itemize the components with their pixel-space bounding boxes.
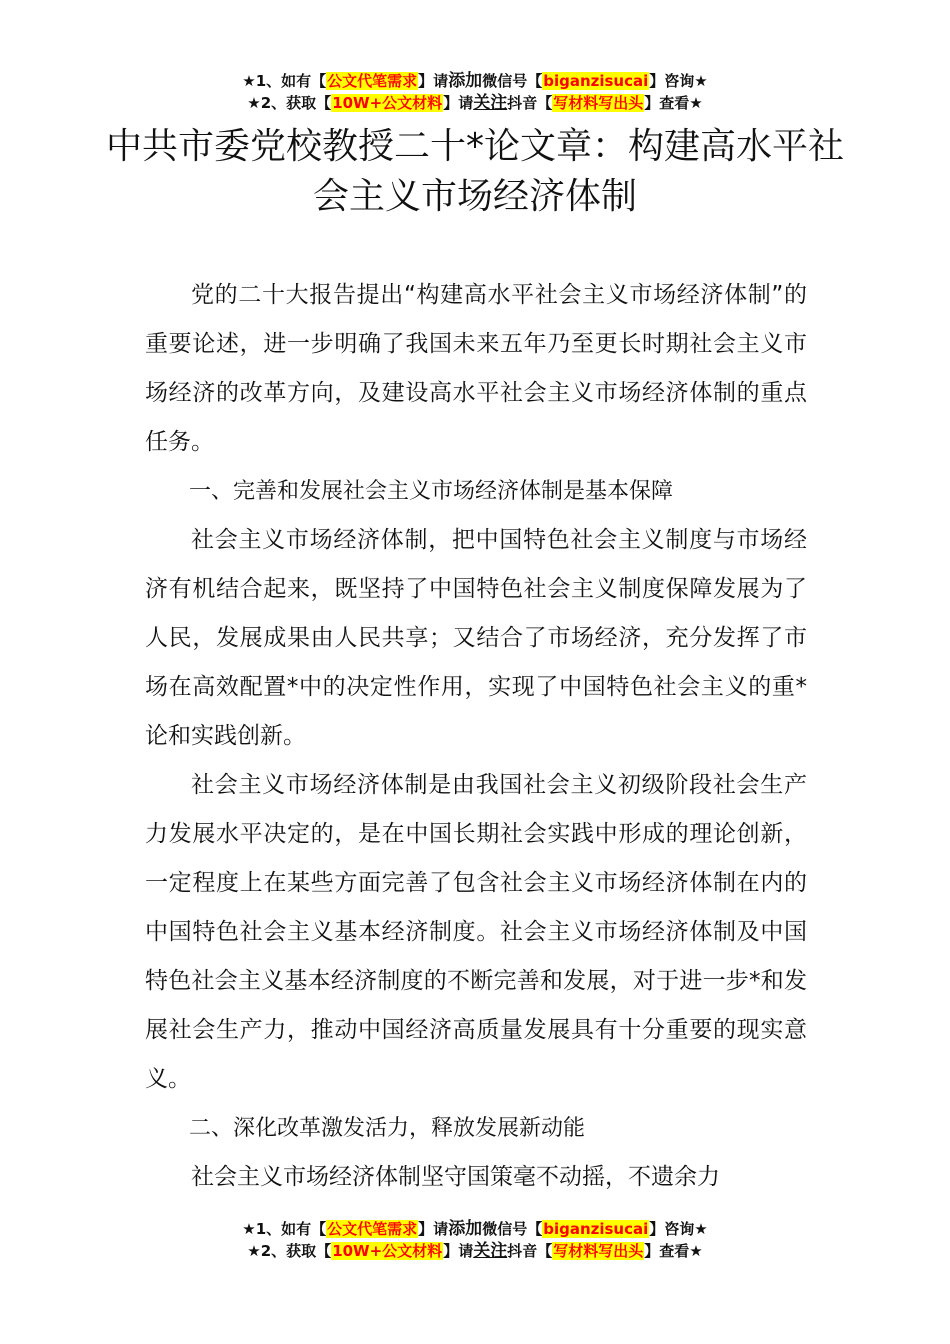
banner-text: ★2、获取【 <box>247 1242 332 1260</box>
banner-text: 】咨询★ <box>649 72 708 90</box>
paragraph: 社会主义市场经济体制，把中国特色社会主义制度与市场经济有机结合起来，既坚持了中国特色社会主义制度保障发展为了人民，发展成果由人民共享；又结合了市场经济，充分发挥了市场在高效配置*中的决定性作用，实现了中国特色社会主义的重*论和实践创新。 <box>145 527 807 749</box>
header-banner <box>0 70 950 114</box>
banner-highlight: 10W+公文材料 <box>332 1242 443 1260</box>
banner-line-2 <box>0 92 950 114</box>
banner-text: 】查看★ <box>644 1242 703 1260</box>
banner-highlight: biganzisucai <box>543 72 649 90</box>
banner-text: 】查看★ <box>644 94 703 112</box>
section-heading-2: 二、深化改革激发活力，释放发展新动能 <box>189 1116 586 1141</box>
banner-text: ★1、如有【 <box>242 1220 327 1238</box>
banner-text: ★2、获取【 <box>247 94 332 112</box>
banner-highlight: 10W+公文材料 <box>332 94 443 112</box>
banner-text: 】咨询★ <box>649 1220 708 1238</box>
banner-line-2 <box>0 1240 950 1262</box>
banner-emphasis: 关注 <box>473 93 508 113</box>
banner-highlight: 写材料写出头 <box>553 94 644 112</box>
paragraph: 社会主义市场经济体制是由我国社会主义初级阶段社会生产力发展水平决定的，是在中国长期社会实践中形成的理论创新，一定程度上在某些方面完善了包含社会主义市场经济体制在内的中国特色社会主义基本经济制度。社会主义市场经济体制及中国特色社会主义基本经济制度的不断完善和发展，对于进一步*和发展社会生产力，推动中国经济高质量发展具有十分重要的现实意义。 <box>145 772 807 1092</box>
banner-line-1 <box>0 1218 950 1240</box>
banner-highlight: biganzisucai <box>543 1220 649 1238</box>
banner-text: 】请 <box>418 1220 449 1238</box>
banner-line-1 <box>0 70 950 92</box>
banner-text: 】请 <box>443 1242 474 1260</box>
banner-text: 抖音【 <box>507 1242 553 1260</box>
banner-highlight: 写材料写出头 <box>553 1242 644 1260</box>
banner-emphasis: 添加 <box>448 71 483 91</box>
banner-text: 微信号【 <box>482 72 543 90</box>
document-body <box>145 271 807 1202</box>
paragraph-intro: 党的二十大报告提出“构建高水平社会主义市场经济体制”的重要论述，进一步明确了我国未来五年乃至更长时期社会主义市场经济的改革方向，及建设高水平社会主义市场经济体制的重点任务。 <box>145 282 807 455</box>
banner-text: 抖音【 <box>507 94 553 112</box>
document-title: 中共市委党校教授二十*论文章：构建高水平社会主义市场经济体制 <box>105 126 844 217</box>
banner-highlight: 公文代笔需求 <box>327 72 418 90</box>
paragraph: 社会主义市场经济体制坚守国策毫不动摇，不遗余力 <box>191 1164 720 1190</box>
banner-text: 】请 <box>443 94 474 112</box>
banner-emphasis: 关注 <box>473 1241 508 1261</box>
footer-banner <box>0 1218 950 1262</box>
banner-text: 】请 <box>418 72 449 90</box>
section-heading-1: 一、完善和发展社会主义市场经济体制是基本保障 <box>189 479 674 504</box>
banner-highlight: 公文代笔需求 <box>327 1220 418 1238</box>
banner-emphasis: 添加 <box>448 1219 483 1239</box>
banner-text: 微信号【 <box>482 1220 543 1238</box>
banner-text: ★1、如有【 <box>242 72 327 90</box>
